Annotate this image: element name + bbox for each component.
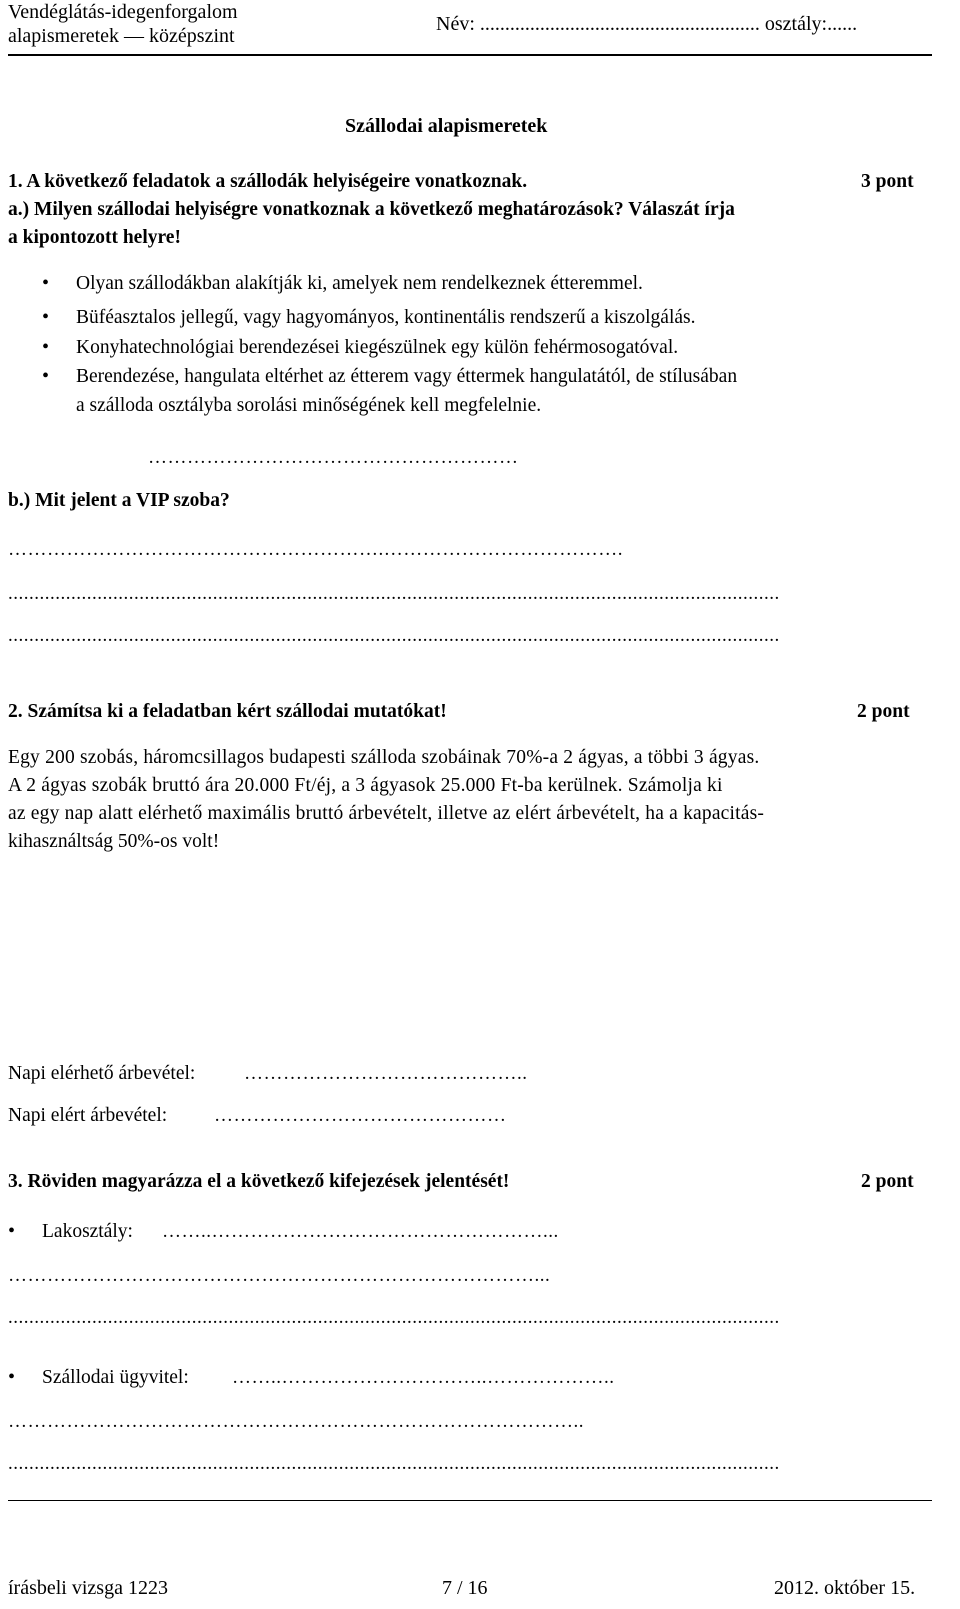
q1-b-answer-line-3[interactable]: ...................................................................................................................................................: [8, 625, 780, 646]
q1-a-line1: a.) Milyen szállodai helyiségre vonatkoznak a következő meghatározások? Válaszát írja: [8, 199, 735, 220]
q3-term-1-answer-line-3[interactable]: ...................................................................................................................................................: [8, 1307, 780, 1328]
q1-a-line2: a kipontozott helyre!: [8, 227, 181, 248]
q3-term-2-answer-line-3[interactable]: ...................................................................................................................................................: [8, 1453, 780, 1474]
q1-item-1: Olyan szállodákban alakítják ki, amelyek nem rendelkeznek étteremmel.: [76, 273, 643, 294]
bullet-icon: •: [8, 1366, 16, 1388]
q2-text-line-1: Egy 200 szobás, háromcsillagos budapesti szálloda szobáinak 70%-a 2 ágyas, a többi 3 ágyas.: [8, 747, 760, 768]
bullet-icon: •: [42, 272, 50, 294]
q2-title: 2. Számítsa ki a feladatban kért szállodai mutatókat!: [8, 701, 447, 722]
bullet-icon: •: [42, 365, 50, 387]
q1-points: 3 pont: [861, 171, 914, 192]
q1-title: 1. A következő feladatok a szállodák helyiségeire vonatkoznak.: [8, 171, 528, 192]
footer-rule: [8, 1500, 932, 1501]
section-title: Szállodai alapismeretek: [345, 115, 548, 137]
q2-actual-revenue-field[interactable]: ………………………………………: [214, 1105, 507, 1126]
q1-item-4-cont: a szálloda osztályba sorolási minőségének kell megfelelnie.: [76, 395, 542, 416]
q2-label-actual-revenue: Napi elért árbevétel:: [8, 1105, 168, 1126]
q3-term-1-answer-line-2[interactable]: ………………………………………………………………………...: [8, 1265, 551, 1286]
header-subject-line2: alapismeretek — középszint: [8, 25, 235, 47]
q2-label-max-revenue: Napi elérhető árbevétel:: [8, 1063, 196, 1084]
header-subject-line1: Vendéglátás-idegenforgalom: [8, 1, 238, 23]
bullet-icon: •: [8, 1220, 16, 1242]
q1-b-answer-line-1[interactable]: ………………………………………………….……………………………….: [8, 539, 623, 560]
q3-term-2-answer-line[interactable]: ……..…………………………..………………..: [232, 1367, 615, 1388]
footer-page-number: 7 / 16: [442, 1577, 488, 1599]
q1-b-title: b.) Mit jelent a VIP szoba?: [8, 490, 230, 511]
q1-a-answer-line[interactable]: …………………………………………………: [148, 447, 519, 468]
q3-term-2-label: Szállodai ügyvitel:: [42, 1367, 189, 1388]
q3-term-1-label: Lakosztály:: [42, 1221, 133, 1242]
q3-term-1-answer-line[interactable]: ……..……………………………………………...: [162, 1221, 559, 1242]
header-name-field: Név: ........................................................ osztály:......: [436, 13, 858, 35]
bullet-icon: •: [42, 306, 50, 328]
q2-points: 2 pont: [857, 701, 910, 722]
q2-text-line-4: kihasználtság 50%-os volt!: [8, 831, 220, 852]
q1-b-answer-line-2[interactable]: ...................................................................................................................................................: [8, 583, 780, 604]
footer-exam-code: írásbeli vizsga 1223: [8, 1577, 168, 1599]
q1-item-3: Konyhatechnológiai berendezései kiegészülnek egy külön fehérmosogatóval.: [76, 337, 679, 358]
header-rule: [8, 54, 932, 56]
q3-points: 2 pont: [861, 1171, 914, 1192]
q3-term-2-answer-line-2[interactable]: ……………………………………………………………………………..: [8, 1411, 584, 1432]
q3-title: 3. Röviden magyarázza el a következő kifejezések jelentését!: [8, 1171, 510, 1192]
q2-text-line-2: A 2 ágyas szobák bruttó ára 20.000 Ft/éj, a 3 ágyasok 25.000 Ft-ba kerülnek. Számolja ki: [8, 775, 723, 796]
q2-text-line-3: az egy nap alatt elérhető maximális bruttó árbevételt, illetve az elért árbevételt, ha a kapacitás-: [8, 803, 765, 824]
q1-item-2: Büféasztalos jellegű, vagy hagyományos, kontinentális rendszerű a kiszolgálás.: [76, 307, 696, 328]
footer-date: 2012. október 15.: [774, 1577, 916, 1599]
q2-max-revenue-field[interactable]: ……………………………………..: [244, 1063, 528, 1084]
bullet-icon: •: [42, 336, 50, 358]
q1-item-4: Berendezése, hangulata eltérhet az étterem vagy éttermek hangulatától, de stílusában: [76, 366, 738, 387]
